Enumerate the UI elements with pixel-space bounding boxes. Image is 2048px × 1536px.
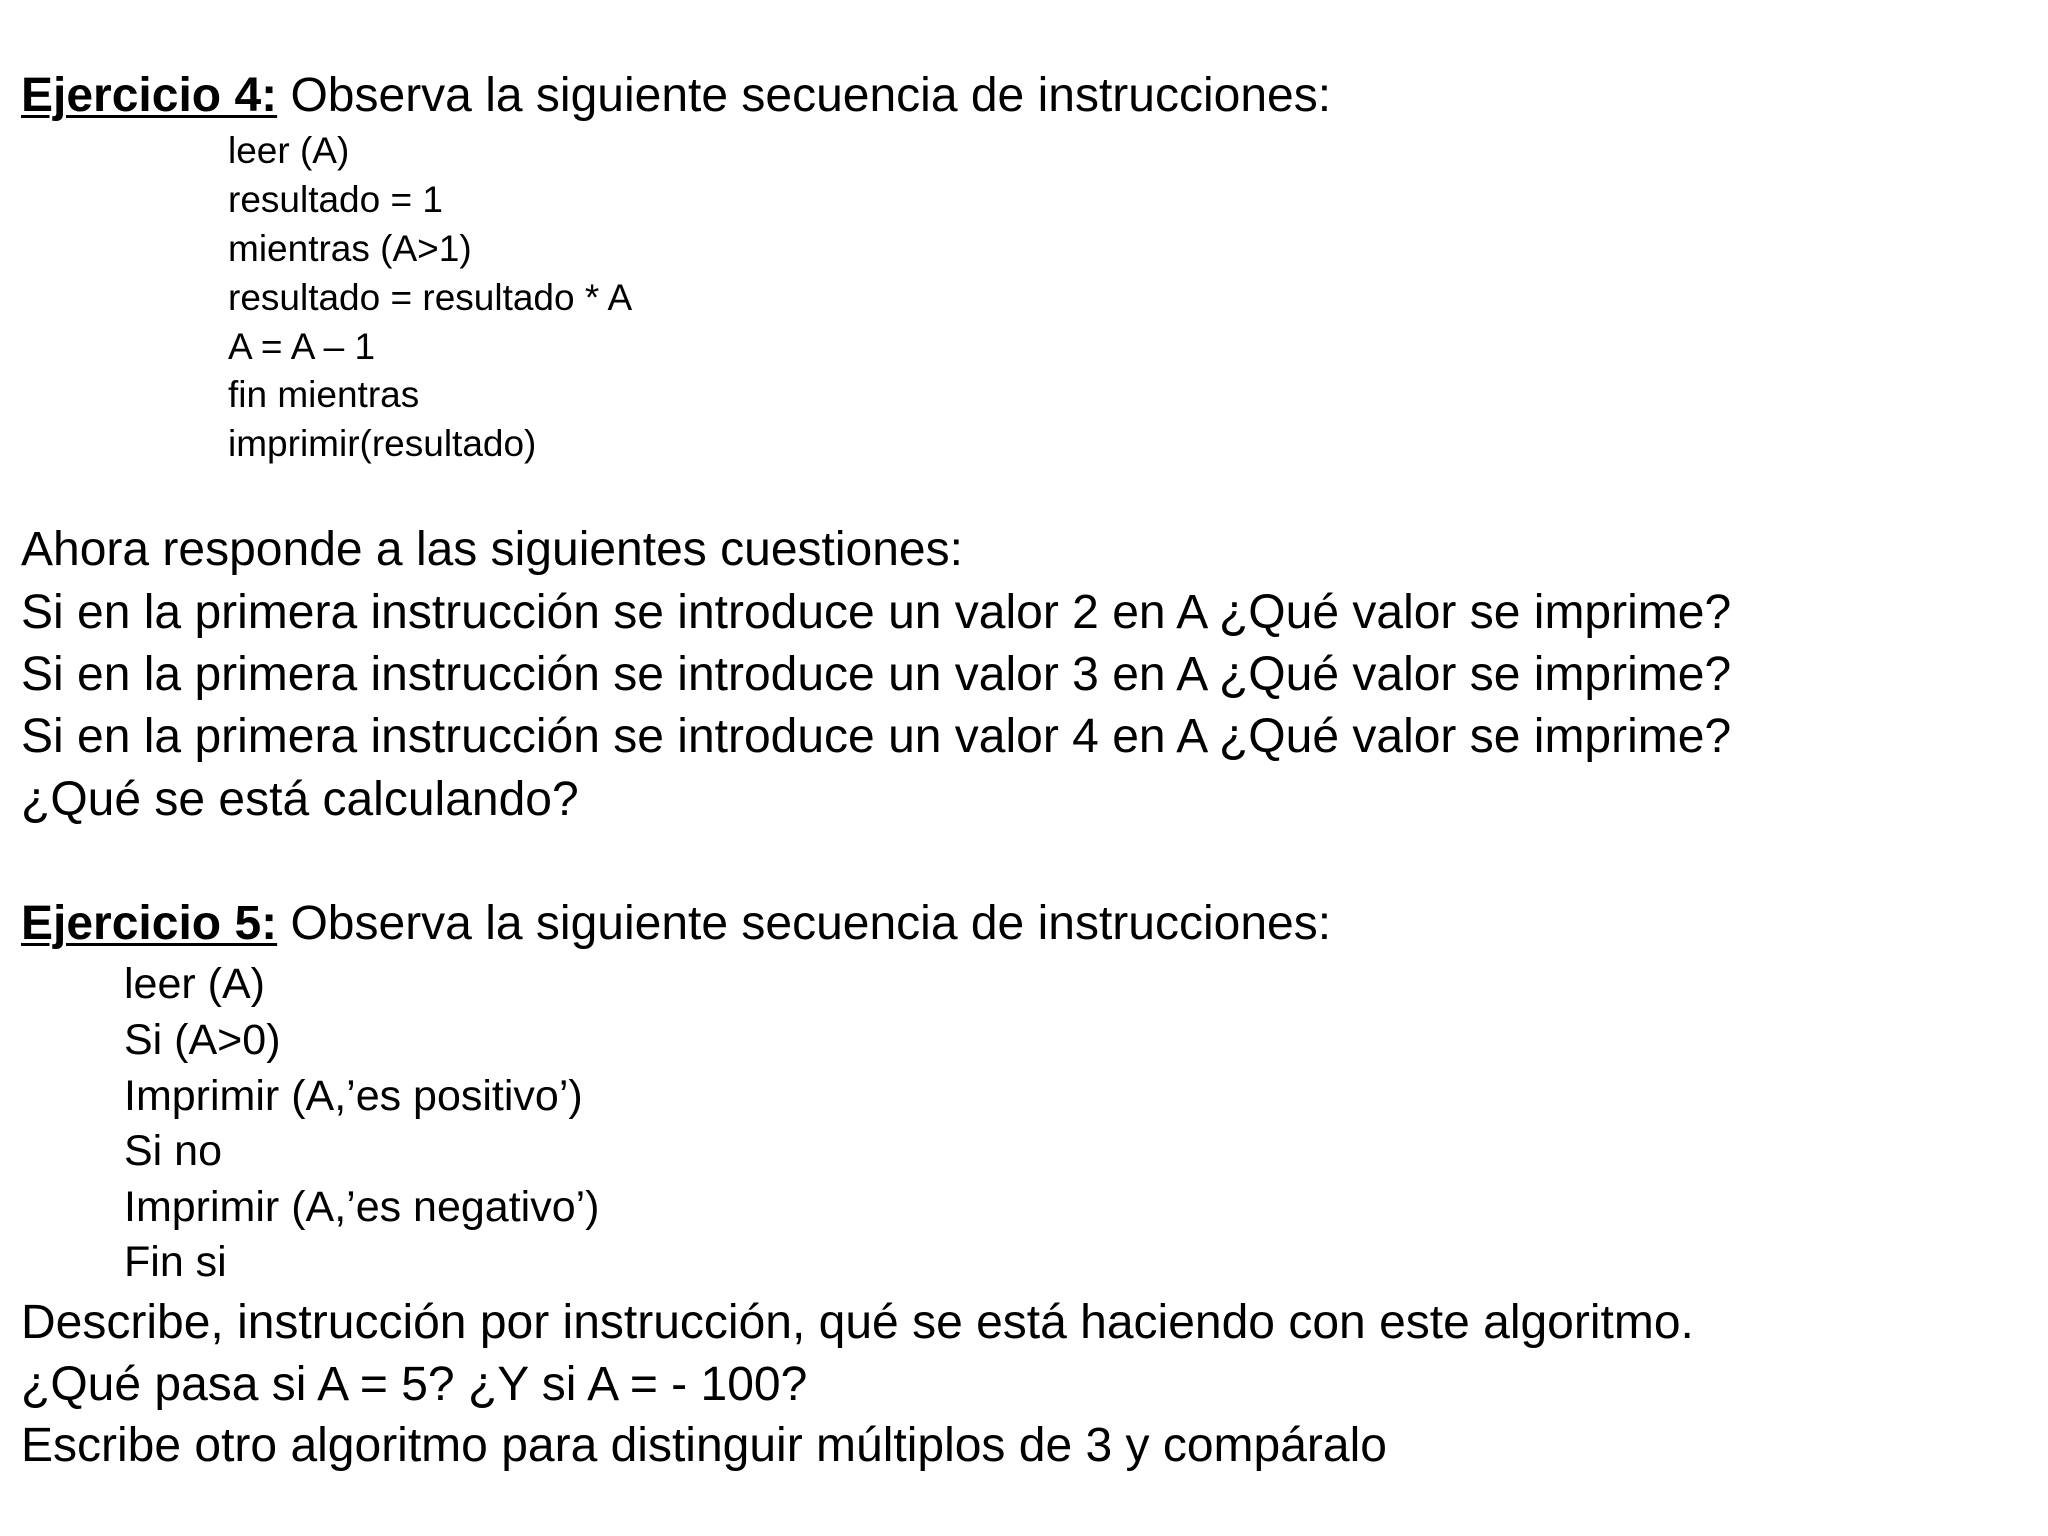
code-line: resultado = resultado * A [228,277,633,318]
code-line: Imprimir (A,’es negativo’) [124,1183,600,1231]
code-line: leer (A) [228,130,350,171]
exercise-4-label: Ejercicio 4: [21,69,278,122]
code-line: Fin si [124,1238,227,1286]
code-line: Si (A>0) [124,1016,281,1064]
exercise-5-label: Ejercicio 5: [21,897,278,950]
code-line: resultado = 1 [228,179,443,220]
code-line: mientras (A>1) [228,228,472,269]
question-line: Describe, instrucción por instrucción, qué se está haciendo con este algoritmo. [21,1296,1694,1349]
question-line: ¿Qué se está calculando? [21,773,579,826]
question-line: Si en la primera instrucción se introduce un valor 2 en A ¿Qué valor se imprime? [21,586,1732,639]
code-line: fin mientras [228,374,420,415]
exercise-4-heading [21,69,1332,122]
code-line: Si no [124,1127,223,1175]
exercise-5-heading [21,897,1332,950]
exercise-5-intro: Observa la siguiente secuencia de instrucciones: [277,897,1332,950]
code-line: leer (A) [124,960,265,1008]
question-line: Si en la primera instrucción se introduce un valor 3 en A ¿Qué valor se imprime? [21,648,1732,701]
questions-intro: Ahora responde a las siguientes cuestiones: [21,523,963,576]
question-line: ¿Qué pasa si A = 5? ¿Y si A = - 100? [21,1358,808,1411]
code-line: imprimir(resultado) [228,423,537,464]
exercise-4-intro: Observa la siguiente secuencia de instrucciones: [277,69,1332,122]
question-line: Si en la primera instrucción se introduce un valor 4 en A ¿Qué valor se imprime? [21,710,1732,763]
code-line: A = A – 1 [228,326,376,367]
question-line: Escribe otro algoritmo para distinguir múltiplos de 3 y compáralo [21,1419,1387,1472]
code-line: Imprimir (A,’es positivo’) [124,1072,583,1120]
